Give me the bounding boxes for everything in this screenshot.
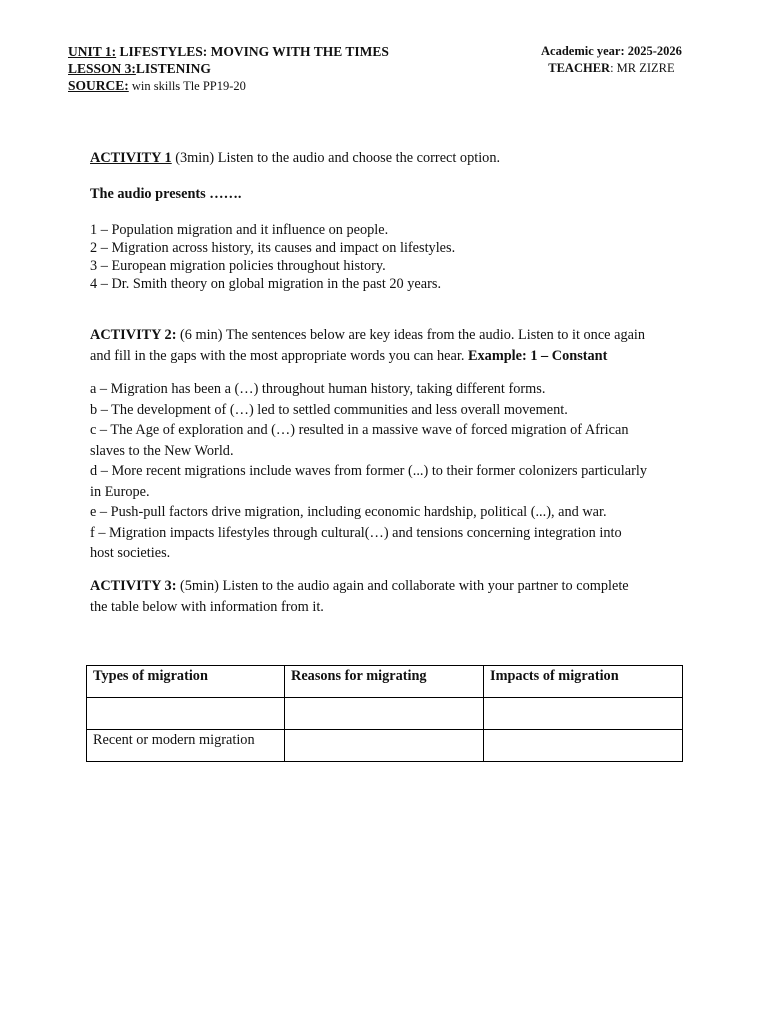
sentence-c-cont: slaves to the New World.: [90, 442, 234, 459]
option-3: 3 – European migration policies throughout history.: [90, 258, 386, 274]
activity2-example: Example: 1 – Constant: [467, 347, 608, 364]
header-types-of-migration: Types of migration: [87, 666, 285, 698]
unit-title: LIFESTYLES: MOVING WITH THE TIMES: [116, 44, 389, 59]
activity1-section: [90, 148, 690, 169]
table-cell[interactable]: [285, 730, 484, 762]
option-1: 1 – Population migration and it influence on people.: [90, 222, 389, 238]
sentence-a: a – Migration has been a (…) throughout human history, taking different forms.: [90, 381, 546, 397]
table-row: [87, 730, 683, 762]
activity2-label: ACTIVITY 2:: [90, 327, 177, 343]
academic-year: Academic year: 2025-2026: [541, 44, 682, 58]
sentence-f-cont: host societies.: [90, 545, 171, 561]
activity2-section: [90, 325, 690, 366]
sentence-d: d – More recent migrations include waves from former (...) to their former colonizers particularly: [90, 463, 647, 479]
activity3-section: [90, 576, 690, 617]
header-impacts-of-migration: Impacts of migration: [484, 666, 683, 698]
migration-table: [86, 665, 683, 762]
activity1-instruction: (3min) Listen to the audio and choose the correct option.: [171, 150, 501, 166]
table-header-row: [87, 666, 683, 698]
activity2-instruction-1: (6 min) The sentences below are key ideas from the audio. Listen to it once again: [176, 327, 646, 343]
teacher-label: TEACHER: [548, 61, 611, 75]
table-cell[interactable]: [87, 698, 285, 730]
table-cell[interactable]: [484, 730, 683, 762]
sentence-d-cont: in Europe.: [90, 483, 150, 500]
unit-label: UNIT 1:: [68, 44, 117, 59]
sentence-f: f – Migration impacts lifestyles through cultural(…) and tensions concerning integration into: [90, 524, 622, 541]
sentence-c: c – The Age of exploration and (…) resulted in a massive wave of forced migration of African: [90, 422, 629, 438]
activity3-instruction-2: the table below with information from it.: [90, 598, 324, 615]
activity1-prompt-block: [90, 184, 690, 205]
activity2-instruction-2: and fill in the gaps with the most appropriate words you can hear.: [90, 347, 468, 364]
table-cell[interactable]: [484, 698, 683, 730]
sentence-e: e – Push-pull factors drive migration, including economic hardship, political (...), and war.: [90, 504, 607, 520]
option-2: 2 – Migration across history, its causes and impact on lifestyles.: [90, 240, 456, 256]
sentence-b: b – The development of (…) led to settled communities and less overall movement.: [90, 401, 568, 418]
activity2-sentences: [90, 379, 690, 564]
table-row: [87, 698, 683, 730]
lesson-title: LISTENING: [135, 61, 211, 76]
teacher-value: : MR ZIZRE: [610, 61, 675, 75]
table-cell[interactable]: [285, 698, 484, 730]
activity3-label: ACTIVITY 3:: [90, 578, 177, 594]
activity1-options: [90, 221, 690, 293]
header-left: [68, 43, 389, 95]
table-cell: Recent or modern migration: [87, 730, 285, 762]
header-right: [541, 43, 682, 77]
header-reasons-for-migrating: Reasons for migrating: [285, 666, 484, 698]
option-4: 4 – Dr. Smith theory on global migration in the past 20 years.: [90, 276, 442, 292]
activity3-instruction-1: (5min) Listen to the audio again and collaborate with your partner to complete: [176, 578, 629, 594]
activity1-label: ACTIVITY 1: [90, 150, 172, 166]
source-value: win skills Tle PP19-20: [128, 79, 246, 93]
source-label: SOURCE:: [68, 78, 129, 93]
activity1-prompt: The audio presents …….: [90, 186, 242, 202]
lesson-label: LESSON 3:: [68, 61, 136, 76]
